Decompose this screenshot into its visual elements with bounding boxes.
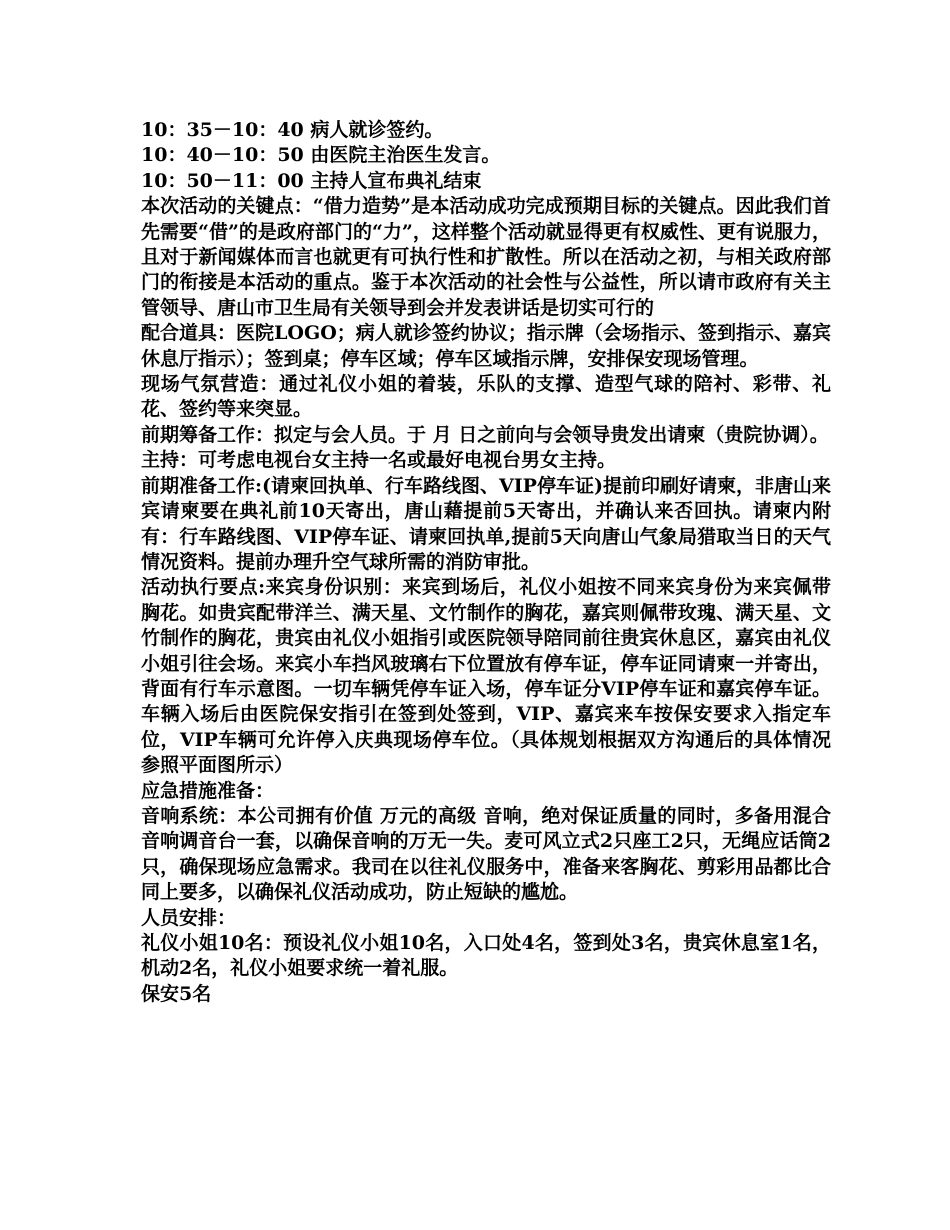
- schedule-line-3: 10：50－11：00 主持人宣布典礼结束: [141, 169, 482, 192]
- key-points-paragraph: 本次活动的关键点：“借力造势”是本活动成功完成预期目标的关键点。因此我们首先需要“借”的是政府部门的“力”，这样整个活动就显得更有权威性、更有说服力，且对于新闻媒体而言也就更有可执行性和扩散性。所以在活动之初，与相关政府部门的衔接是本活动的重点。鉴于本次活动的社会性与公益性，所以请市政府有关主管领导、唐山市卫生局有关领导到会并发表讲话是切实可行的: [141, 195, 831, 319]
- sound-system-paragraph: 音响系统：本公司拥有价值 万元的高级 音响，绝对保证质量的同时，多备用混合音响调音台一套，以确保音响的万无一失。麦可风立式2只座工2只，无绳应话筒2只，确保现场应急需求。我司在以往礼仪服务中，准备来客胸花、剪彩用品都比合同上要多，以确保礼仪活动成功，防止短缺的尴尬。: [141, 804, 831, 904]
- execution-paragraph: 活动执行要点:来宾身份识别：来宾到场后，礼仪小姐按不同来宾身份为来宾佩带胸花。如贵宾配带洋兰、满天星、文竹制作的胸花，嘉宾则佩带玫瑰、满天星、文竹制作的胸花，贵宾由礼仪小姐指引或医院领导陪同前往贵宾休息区，嘉宾由礼仪小姐引往会场。来宾小车挡风玻璃右下位置放有停车证，停车证同请柬一并寄出，背面有行车示意图。一切车辆凭停车证入场，停车证分VIP停车证和嘉宾停车证。车辆入场后由医院保安指引在签到处签到，VIP、嘉宾来车按保安要求入指定车位，VIP车辆可允许停入庆典现场停车位。（具体规划根据双方沟通后的具体情况参照平面图所示）: [141, 576, 831, 777]
- document-page: [141, 118, 831, 1007]
- security-staff-line: 保安5名: [141, 982, 212, 1005]
- preparation-paragraph: 前期筹备工作：拟定与会人员。于 月 日之前向与会领导贵发出请柬（贵院协调）。: [141, 423, 829, 446]
- early-preparation-paragraph: 前期准备工作:(请柬回执单、行车路线图、VIP停车证)提前印刷好请柬，非唐山来宾请柬要在典礼前10天寄出，唐山藉提前5天寄出，并确认来否回执。请柬内附有：行车路线图、VIP停车证、请柬回执单,提前5天向唐山气象局猎取当日的天气情况资料。提前办理升空气球所需的消防审批。: [141, 474, 831, 573]
- emergency-heading: 应急措施准备：: [141, 779, 275, 802]
- host-paragraph: 主持：可考虑电视台女主持一名或最好电视台男女主持。: [141, 449, 617, 472]
- schedule-line-2: 10：40－10：50 由医院主治医生发言。: [141, 144, 501, 167]
- staffing-heading: 人员安排：: [141, 906, 237, 929]
- atmosphere-paragraph: 现场气氛营造：通过礼仪小姐的着装，乐队的支撑、造型气球的陪衬、彩带、礼花、签约等来突显。: [141, 373, 831, 421]
- etiquette-staff-paragraph: 礼仪小姐10名：预设礼仪小姐10名，入口处4名，签到处3名，贵宾休息室1名，机动2名，礼仪小姐要求统一着礼服。: [141, 932, 831, 980]
- props-paragraph: 配合道具：医院LOGO；病人就诊签约协议；指示牌（会场指示、签到指示、嘉宾休息厅指示）；签到桌；停车区域；停车区域指示牌，安排保安现场管理。: [141, 322, 831, 370]
- schedule-line-1: 10：35－10：40 病人就诊签约。: [141, 119, 444, 141]
